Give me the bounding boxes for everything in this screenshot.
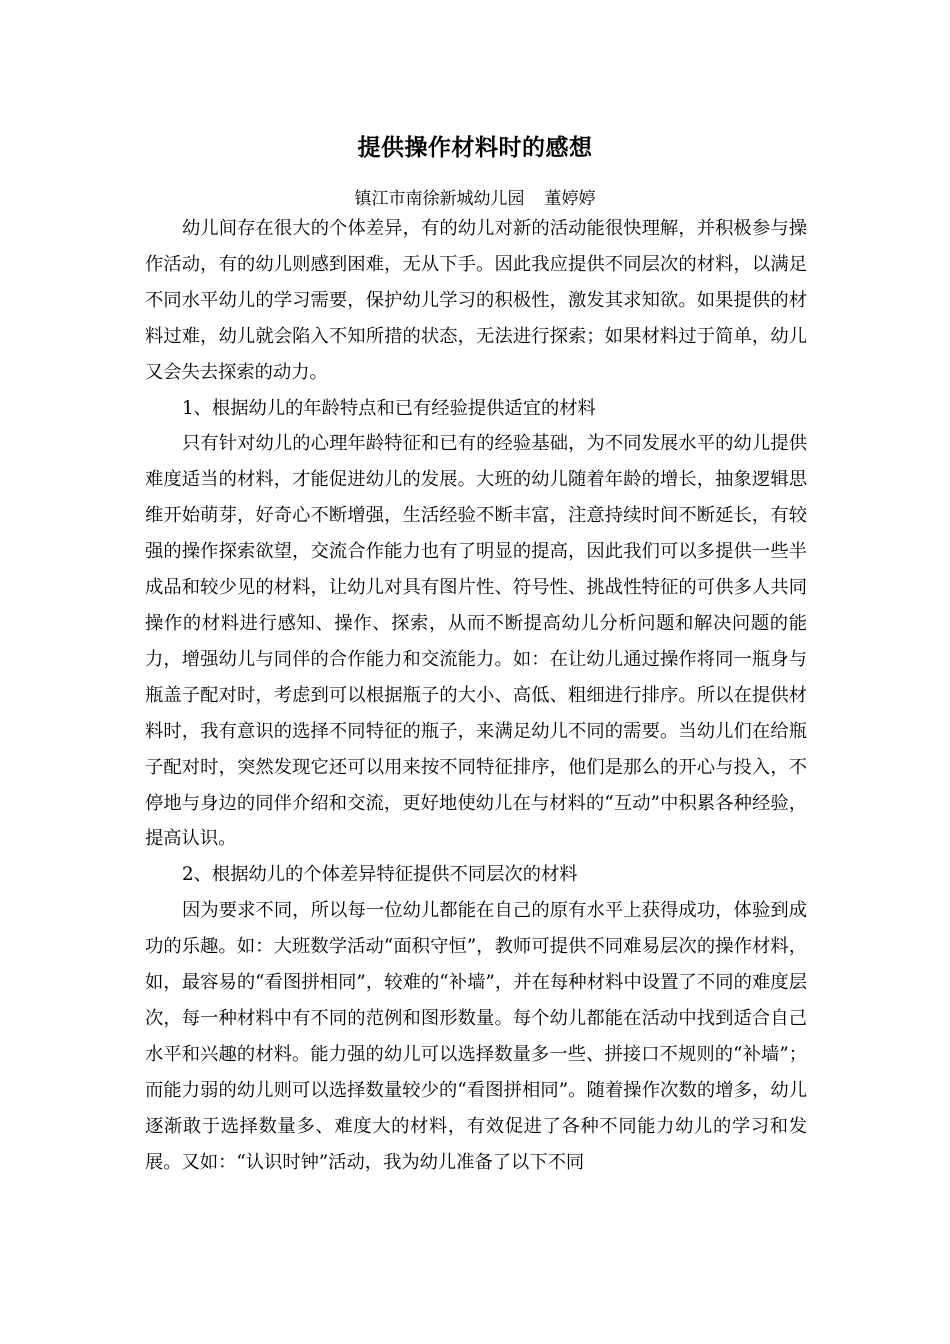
author-name: 董婷婷: [544, 189, 596, 209]
body-text: [145, 211, 807, 1180]
intro-paragraph: 幼儿间存在很大的个体差异，有的幼儿对新的活动能很快理解，并积极参与操作活动，有的幼儿则感到困难，无从下手。因此我应提供不同层次的材料，以满足不同水平幼儿的学习需要，保护幼儿学习的积极性，激发其求知欲。如果提供的材料过难，幼儿就会陷入不知所措的状态，无法进行探索；如果材料过于简单，幼儿又会失去探索的动力。: [145, 218, 807, 383]
section-2-heading: 2、根据幼儿的个体差异特征提供不同层次的材料: [182, 864, 578, 886]
school-name: 镇江市南徐新城幼儿园: [354, 189, 525, 209]
section-2-paragraph: 因为要求不同，所以每一位幼儿都能在自己的原有水平上获得成功，体验到成功的乐趣。如：大班数学活动“面积守恒”，教师可提供不同难易层次的操作材料，如，最容易的“看图拼相同”，较难的“补墙”，并在每种材料中设置了不同的难度层次，每一种材料中有不同的范例和图形数量。每个幼儿都能在活动中找到适合自己水平和兴趣的材料。能力强的幼儿可以选择数量多一些、拼接口不规则的“补墙”；而能力弱的幼儿则可以选择数量较少的“看图拼相同”。随着操作次数的增多，幼儿逐渐敢于选择数量多、难度大的材料，有效促进了各种不同能力幼儿的学习和发展。又如：“认识时钟”活动，我为幼儿准备了以下不同: [145, 900, 807, 1173]
document-title: 提供操作材料时的感想: [357, 134, 593, 161]
section-1-paragraph: 只有针对幼儿的心理年龄特征和已有的经验基础，为不同发展水平的幼儿提供难度适当的材料，才能促进幼儿的发展。大班的幼儿随着年龄的增长，抽象逻辑思维开始萌芽，好奇心不断增强，生活经验不断丰富，注意持续时间不断延长，有较强的操作探索欲望，交流合作能力也有了明显的提高，因此我们可以多提供一些半成品和较少见的材料，让幼儿对具有图片性、符号性、挑战性特征的可供多人共同操作的材料进行感知、操作、探索，从而不断提高幼儿分析问题和解决问题的能力，增强幼儿与同伴的合作能力和交流能力。如：在让幼儿通过操作将同一瓶身与瓶盖子配对时，考虑到可以根据瓶子的大小、高低、粗细进行排序。所以在提供材料时，我有意识的选择不同特征的瓶子，来满足幼儿不同的需要。当幼儿们在给瓶子配对时，突然发现它还可以用来按不同特征排序，他们是那么的开心与投入，不停地与身边的同伴介绍和交流，更好地使幼儿在与材料的“互动”中积累各种经验，提高认识。: [145, 433, 807, 850]
byline: [0, 184, 950, 214]
section-1-heading: 1、根据幼儿的年龄特点和已有经验提供适宜的材料: [182, 397, 596, 419]
